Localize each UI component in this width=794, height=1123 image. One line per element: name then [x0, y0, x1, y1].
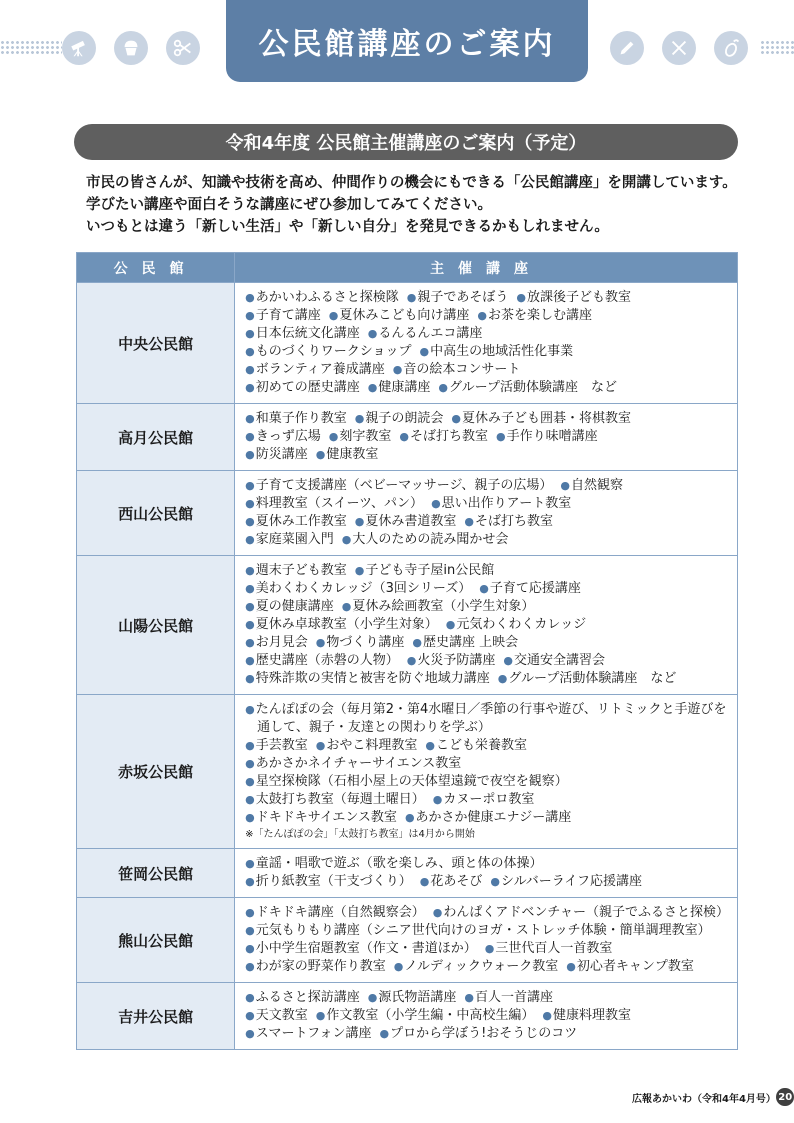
course-item: こども栄養教室: [436, 738, 528, 753]
course-item: 特殊詐欺の実情と被害を防ぐ地域力講座: [255, 671, 490, 686]
course-item: あかさか健康エナジー講座: [415, 810, 572, 825]
bullet-icon: ●: [451, 412, 461, 425]
dotted-pattern-left: [0, 40, 62, 56]
cupcake-icon: [114, 31, 148, 65]
utensils-icon: [662, 31, 696, 65]
course-line: [245, 773, 729, 791]
bullet-icon: ●: [341, 533, 352, 546]
course-item: プロから学ぼう!おそうじのコツ: [390, 1026, 578, 1041]
hall-name: 赤坂公民館: [77, 695, 235, 849]
course-item: 小中学生宿題教室（作文・書道ほか）: [255, 941, 477, 956]
course-item: 交通安全講習会: [514, 653, 606, 668]
bullet-icon: ●: [245, 906, 255, 919]
course-line: [245, 791, 729, 809]
course-item: おやこ料理教室: [326, 738, 418, 753]
course-list: [235, 695, 738, 849]
bullet-icon: ●: [490, 875, 500, 888]
bullet-icon: ●: [497, 672, 508, 685]
bullet-icon: ●: [315, 448, 326, 461]
course-item: スマートフォン講座: [255, 1026, 372, 1041]
course-line: [245, 495, 729, 513]
course-item: 子ども寺子屋in公民館: [365, 563, 495, 578]
course-line: [245, 904, 729, 922]
course-item: 源氏物語講座: [378, 990, 457, 1005]
bullet-icon: ●: [315, 636, 326, 649]
hall-name: 山陽公民館: [77, 556, 235, 695]
bullet-icon: ●: [419, 345, 430, 358]
table-header-row: [77, 253, 738, 283]
bullet-icon: ●: [432, 906, 443, 919]
course-item: 作文教室（小学生編・中高校生編）: [326, 1008, 535, 1023]
course-item: 子育て応援講座: [489, 581, 581, 596]
course-item: 刻字教室: [339, 429, 392, 444]
bullet-icon: ●: [245, 703, 255, 716]
table-body: [77, 283, 738, 1050]
bullet-icon: ●: [432, 793, 443, 806]
bullet-icon: ●: [393, 960, 404, 973]
bullet-icon: ●: [412, 636, 422, 649]
course-item: るんるんエコ講座: [378, 326, 483, 341]
course-line: [245, 809, 729, 827]
hall-name: 吉井公民館: [77, 983, 235, 1050]
course-item: 三世代百人一首教室: [495, 941, 613, 956]
course-item: 物づくり講座: [326, 635, 405, 650]
bullet-icon: ●: [419, 875, 430, 888]
course-line: [245, 616, 729, 634]
course-line: [245, 562, 729, 580]
bullet-icon: ●: [542, 1009, 552, 1022]
course-item: 折り紙教室（干支づくり）: [255, 874, 412, 889]
course-list: [235, 983, 738, 1050]
course-item: ドキドキ講座（自然観察会）: [255, 905, 425, 920]
bullet-icon: ●: [479, 582, 489, 595]
table-row: [77, 556, 738, 695]
bullet-icon: ●: [245, 412, 255, 425]
course-line: [245, 289, 729, 307]
course-item: ボランティア養成講座: [255, 362, 385, 377]
table-row: [77, 849, 738, 898]
bullet-icon: ●: [516, 291, 526, 304]
course-table: [76, 252, 738, 1050]
course-item: 夏休み工作教室: [255, 514, 347, 529]
bullet-icon: ●: [431, 497, 441, 510]
course-item: 家庭菜園入門: [255, 532, 334, 547]
table-row: [77, 283, 738, 404]
bullet-icon: ●: [245, 363, 255, 376]
course-item: 週末子ども教室: [255, 563, 347, 578]
course-line: [245, 513, 729, 531]
course-item: 火災予防講座: [417, 653, 496, 668]
course-item: 元気もりもり講座（シニア世代向けのヨガ・ストレッチ体験・簡単調理教室）: [255, 923, 711, 938]
course-line: [245, 719, 729, 737]
course-item: 夏休み絵画教室（小学生対象）: [352, 599, 535, 614]
course-text: ※「たんぽぽの会」「太鼓打ち教室」は4月から開始: [245, 829, 475, 840]
hall-name: 笹岡公民館: [77, 849, 235, 898]
header-hall: 公民館: [77, 253, 235, 283]
course-line: [245, 755, 729, 773]
course-item: グループ活動体験講座 など: [449, 380, 617, 395]
bullet-icon: ●: [315, 1009, 326, 1022]
intro-line: いつもとは違う「新しい生活」や「新しい自分」を発見できるかもしれません。: [86, 219, 609, 235]
course-item: 日本伝統文化講座: [255, 326, 360, 341]
course-list: [235, 849, 738, 898]
bullet-icon: ●: [245, 875, 255, 888]
course-item: 初めての歴史講座: [255, 380, 360, 395]
page-number: 20: [776, 1088, 794, 1106]
bullet-icon: ●: [245, 582, 255, 595]
course-list: [235, 404, 738, 471]
course-item: 元気わくわくカレッジ: [456, 617, 587, 632]
bullet-icon: ●: [245, 345, 255, 358]
bullet-icon: ●: [425, 739, 435, 752]
bullet-icon: ●: [245, 757, 255, 770]
course-text: 通して、親子・友達との関わりを学ぶ）: [257, 720, 491, 735]
bullet-icon: ●: [354, 515, 365, 528]
course-item: 放課後子ども教室: [527, 290, 632, 305]
hall-name: 高月公民館: [77, 404, 235, 471]
course-list: [235, 471, 738, 556]
bullet-icon: ●: [477, 309, 487, 322]
bullet-icon: ●: [464, 991, 474, 1004]
intro-paragraph: [86, 172, 766, 238]
bullet-icon: ●: [245, 672, 255, 685]
course-item: きっず広場: [255, 429, 321, 444]
course-line: [245, 361, 729, 379]
course-line: [245, 598, 729, 616]
table-row: [77, 695, 738, 849]
bullet-icon: ●: [245, 533, 255, 546]
header-bar: [0, 0, 794, 100]
bullet-icon: ●: [245, 924, 255, 937]
bullet-icon: ●: [245, 600, 255, 613]
course-line: [245, 343, 729, 361]
course-item: グループ活動体験講座 など: [508, 671, 677, 686]
bullet-icon: ●: [464, 515, 474, 528]
course-line: [245, 1025, 729, 1043]
course-item: 百人一首講座: [475, 990, 554, 1005]
mouse-icon: [714, 31, 748, 65]
course-list: [235, 556, 738, 695]
hall-name: 中央公民館: [77, 283, 235, 404]
course-item: わんぱくアドベンチャー（親子でふるさと探検）: [443, 905, 729, 920]
course-line: [245, 989, 729, 1007]
bullet-icon: ●: [392, 363, 403, 376]
course-item: ものづくりワークショップ: [255, 344, 412, 359]
bullet-icon: ●: [245, 430, 255, 443]
course-item: カヌーポロ教室: [443, 792, 535, 807]
course-item: 夏の健康講座: [255, 599, 334, 614]
course-item: 大人のための読み聞かせ会: [352, 532, 509, 547]
table-row: [77, 404, 738, 471]
course-item: 思い出作りアート教室: [441, 496, 572, 511]
telescope-icon: [62, 31, 96, 65]
course-line: [245, 855, 729, 873]
bullet-icon: ●: [245, 636, 255, 649]
course-line: [245, 670, 729, 688]
bullet-icon: ●: [503, 654, 513, 667]
bullet-icon: ●: [245, 1009, 255, 1022]
course-line: [245, 531, 729, 549]
course-line: [245, 940, 729, 958]
bullet-icon: ●: [354, 412, 365, 425]
course-item: 夏休み書道教室: [365, 514, 457, 529]
bullet-icon: ●: [245, 1027, 255, 1040]
course-line: [245, 446, 729, 464]
scissors-icon: [166, 31, 200, 65]
course-item: 料理教室（スイーツ、パン）: [255, 496, 424, 511]
bullet-icon: ●: [245, 564, 255, 577]
publication-name: 広報あかいわ（令和4年4月号）: [632, 1093, 776, 1105]
bullet-icon: ●: [245, 811, 255, 824]
course-item: 初心者キャンプ教室: [576, 959, 694, 974]
bullet-icon: ●: [315, 739, 326, 752]
course-item: 歴史講座（赤磐の人物）: [255, 653, 399, 668]
course-item: あかいわふるさと探検隊: [255, 290, 399, 305]
course-line: [245, 737, 729, 755]
course-item: 天文教室: [255, 1008, 308, 1023]
course-line: [245, 652, 729, 670]
course-item: 子育て講座: [255, 308, 321, 323]
course-item: 花あそび: [430, 874, 483, 889]
course-item: 子育て支援講座（ベビーマッサージ、親子の広場）: [255, 478, 553, 493]
course-item: 親子の朗読会: [365, 411, 444, 426]
course-item: 防災講座: [255, 447, 308, 462]
bullet-icon: ●: [245, 991, 255, 1004]
course-item: 手作り味噌講座: [506, 429, 598, 444]
bullet-icon: ●: [245, 515, 255, 528]
bullet-icon: ●: [445, 618, 456, 631]
intro-line: 学びたい講座や面白そうな講座にぜひ参加してみてください。: [86, 197, 492, 213]
course-item: 健康教室: [326, 447, 379, 462]
course-item: 健康料理教室: [553, 1008, 632, 1023]
bullet-icon: ●: [379, 1027, 390, 1040]
bullet-icon: ●: [245, 654, 255, 667]
hall-name: 西山公民館: [77, 471, 235, 556]
course-line: [245, 1007, 729, 1025]
bullet-icon: ●: [484, 942, 495, 955]
bullet-icon: ●: [245, 942, 255, 955]
course-item: 夏休みこども向け講座: [339, 308, 470, 323]
course-item: お茶を楽しむ講座: [488, 308, 593, 323]
bullet-icon: ●: [245, 381, 255, 394]
course-item: そば打ち教室: [410, 429, 489, 444]
bullet-icon: ●: [245, 739, 255, 752]
course-line: [245, 428, 729, 446]
bullet-icon: ●: [328, 309, 339, 322]
course-line: [245, 922, 729, 940]
subtitle: 令和4年度 公民館主催講座のご案内（予定）: [225, 133, 587, 154]
course-item: 健康講座: [378, 380, 431, 395]
bullet-icon: ●: [245, 960, 255, 973]
course-line: [245, 634, 729, 652]
hall-name: 熊山公民館: [77, 898, 235, 983]
course-item: シルバーライフ応援講座: [501, 874, 642, 889]
course-line: [245, 701, 729, 719]
course-note: [245, 827, 729, 842]
dotted-pattern-right: [760, 40, 794, 56]
course-line: [245, 410, 729, 428]
course-line: [245, 325, 729, 343]
course-item: あかさかネイチャーサイエンス教室: [255, 756, 462, 771]
subtitle-banner: [74, 124, 738, 160]
bullet-icon: ●: [245, 327, 255, 340]
course-item: 和菓子作り教室: [255, 411, 347, 426]
bullet-icon: ●: [245, 497, 255, 510]
page-title-tab: [226, 0, 588, 82]
course-line: [245, 379, 729, 397]
course-item: ふるさと探訪講座: [255, 990, 360, 1005]
bullet-icon: ●: [566, 960, 576, 973]
bullet-icon: ●: [496, 430, 506, 443]
table-row: [77, 983, 738, 1050]
course-list: [235, 898, 738, 983]
course-item: 歴史講座 上映会: [423, 635, 519, 650]
bullet-icon: ●: [245, 309, 255, 322]
course-line: [245, 580, 729, 598]
bullet-icon: ●: [438, 381, 448, 394]
course-item: 美わくわくカレッジ（3回シリーズ）: [255, 581, 472, 596]
course-item: ノルディックウォーク教室: [404, 959, 559, 974]
course-item: 手芸教室: [255, 738, 308, 753]
bullet-icon: ●: [406, 654, 417, 667]
bullet-icon: ●: [354, 564, 365, 577]
bullet-icon: ●: [399, 430, 409, 443]
course-item: そば打ち教室: [475, 514, 554, 529]
bullet-icon: ●: [406, 291, 417, 304]
course-item: 自然観察: [571, 478, 624, 493]
bullet-icon: ●: [560, 479, 571, 492]
intro-line: 市民の皆さんが、知識や技術を高め、仲間作りの機会にもできる「公民館講座」を開講しています。: [86, 175, 737, 191]
course-line: [245, 477, 729, 495]
bullet-icon: ●: [245, 448, 255, 461]
course-list: [235, 283, 738, 404]
course-item: 太鼓打ち教室（毎週土曜日）: [255, 792, 425, 807]
bullet-icon: ●: [367, 327, 378, 340]
bullet-icon: ●: [245, 618, 255, 631]
course-item: わが家の野菜作り教室: [255, 959, 386, 974]
bullet-icon: ●: [367, 991, 378, 1004]
course-item: たんぽぽの会（毎月第2・第4水曜日／季節の行事や遊び、リトミックと手遊びを: [255, 702, 727, 717]
bullet-icon: ●: [245, 857, 255, 870]
course-item: お月見会: [255, 635, 308, 650]
bullet-icon: ●: [245, 479, 255, 492]
course-item: 夏休み卓球教室（小学生対象）: [255, 617, 438, 632]
course-item: 音の絵本コンサート: [403, 362, 521, 377]
bullet-icon: ●: [245, 291, 255, 304]
bullet-icon: ●: [341, 600, 352, 613]
course-line: [245, 873, 729, 891]
course-line: [245, 307, 729, 325]
course-item: 星空探検隊（石相小屋上の天体望遠鏡で夜空を観察）: [255, 774, 568, 789]
pencil-icon: [610, 31, 644, 65]
course-item: 夏休み子ども囲碁・将棋教室: [462, 411, 632, 426]
course-item: 親子であそぼう: [417, 290, 509, 305]
course-line: [245, 958, 729, 976]
bullet-icon: ●: [245, 793, 255, 806]
footer: [632, 1088, 794, 1106]
table-row: [77, 471, 738, 556]
bullet-icon: ●: [245, 775, 255, 788]
bullet-icon: ●: [328, 430, 339, 443]
course-item: 中高生の地域活性化事業: [430, 344, 574, 359]
header-courses: 主催講座: [235, 253, 738, 283]
course-item: 童謡・唱歌で遊ぶ（歌を楽しみ、頭と体の体操）: [255, 856, 543, 871]
bullet-icon: ●: [404, 811, 415, 824]
table-row: [77, 898, 738, 983]
course-item: ドキドキサイエンス教室: [255, 810, 397, 825]
page-title: 公民館講座のご案内: [258, 27, 556, 62]
bullet-icon: ●: [367, 381, 378, 394]
